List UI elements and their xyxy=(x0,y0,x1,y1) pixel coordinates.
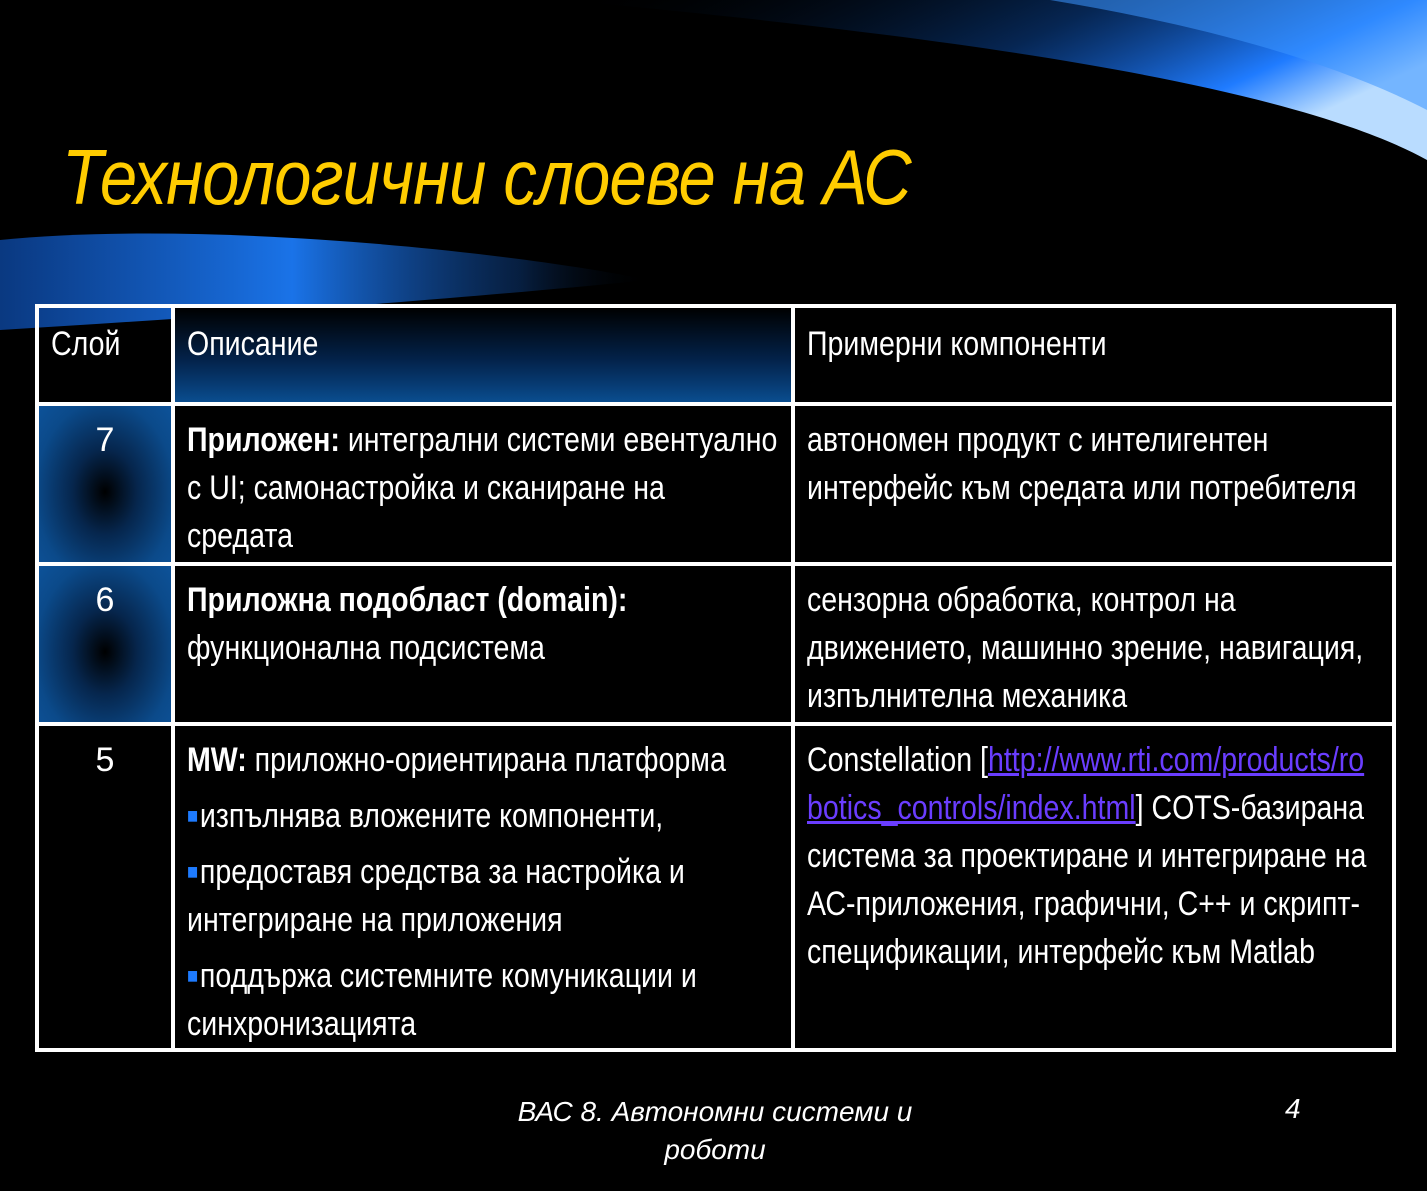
table-row xyxy=(37,724,1394,1050)
layers-table xyxy=(35,304,1396,1052)
layer-components: автономен продукт с интелигентен интерфейс към средата или потребителя xyxy=(793,404,1394,564)
header-description: Описание xyxy=(173,306,793,404)
list-item: ■поддържа системните комуникации и синхронизацията xyxy=(187,957,697,1043)
layer-number: 7 xyxy=(37,404,173,564)
page-number: 4 xyxy=(1285,1093,1301,1124)
rti-robotics-link[interactable]: http://www.rti.com/products/robotics_controls/index.html xyxy=(807,741,1365,827)
layer-description: Приложна подобласт (domain): функционална подсистема xyxy=(173,564,793,724)
layer-components: сензорна обработка, контрол на движението, машинно зрение, навигация, изпълнителна механика xyxy=(793,564,1394,724)
table-row xyxy=(37,564,1394,724)
bullet-square-icon: ■ xyxy=(187,963,199,988)
slide-title: Технологични слоеве на АС xyxy=(62,133,911,221)
layer-description: MW: приложно-ориентирана платформа ■изпълнява вложените компоненти, ■предоставя средства за настройка и интегриране на приложения ■поддържа системните комуникации и синхронизацията xyxy=(173,724,793,1050)
layer-number: 5 xyxy=(37,724,173,1050)
header-components: Примерни компоненти xyxy=(793,306,1394,404)
list-item: ■изпълнява вложените компоненти, xyxy=(187,797,664,835)
table-header-row xyxy=(37,306,1394,404)
table-row xyxy=(37,404,1394,564)
bullet-square-icon: ■ xyxy=(187,859,199,884)
bullet-square-icon: ■ xyxy=(187,803,199,828)
layer-number: 6 xyxy=(37,564,173,724)
layer-components: Constellation [http://www.rti.com/products/robotics_controls/index.html] COTS-базирана система за проектиране и интегриране на АС-приложения, графични, C++ и скрипт-спецификации, интерфейс към Matlab xyxy=(793,724,1394,1050)
footer-course-title: ВАС 8. Автономни системи и роботи xyxy=(517,1096,913,1165)
list-item: ■предоставя средства за настройка и интегриране на приложения xyxy=(187,853,685,939)
header-layer: Слой xyxy=(37,306,173,404)
layer-description: Приложен: интегрални системи евентуално с UI; самонастройка и сканиране на средата xyxy=(173,404,793,564)
